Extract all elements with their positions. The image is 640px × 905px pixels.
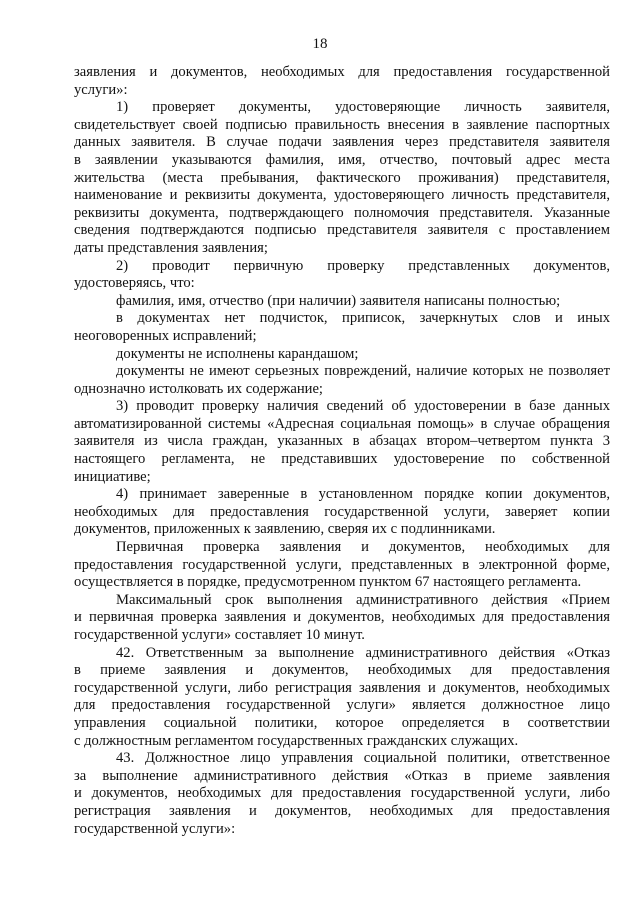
text-line: удостоверяясь, что: <box>74 275 195 292</box>
text-line: даты представления заявления; <box>74 239 268 256</box>
paragraph <box>74 486 610 539</box>
text-line: заявления и документов, необходимых для предоставления государственной <box>74 64 610 80</box>
text-line: необходимых для предоставления государственной услуги, заверяет копии <box>74 503 610 520</box>
text-line: заявителя из числа граждан, указанных в абзацах втором–четвертом пункта 3 <box>74 433 610 450</box>
text-line: жительства (места пребывания, фактического проживания) представителя, <box>74 169 610 186</box>
paragraph <box>74 64 610 99</box>
paragraph <box>74 398 610 486</box>
text-line: в заявлении указываются фамилия, имя, отчество, почтовый адрес места <box>74 151 610 168</box>
paragraph <box>74 346 610 364</box>
text-line: в документах нет подчисток, приписок, зачеркнутых слов и иных <box>116 310 610 327</box>
text-line: наименование и реквизиты документа, удостоверяющего личность представителя, <box>74 187 610 204</box>
text-line: и документов, необходимых для предоставления государственной услуги, либо <box>74 785 610 802</box>
text-line: реквизиты документа, подтверждающего полномочия представителя. Указанные <box>74 204 610 221</box>
text-line: 43. Должностное лицо управления социальной политики, ответственное <box>116 750 610 767</box>
text-line: Первичная проверка заявления и документов, необходимых для <box>116 539 610 556</box>
text-line: свидетельствует своей подписью правильность внесения в заявление паспортных <box>74 116 610 133</box>
text-line: однозначно истолковать их содержание; <box>74 380 323 397</box>
text-line: государственной услуги» составляет 10 минут. <box>74 627 365 643</box>
paragraph <box>74 99 610 257</box>
text-line: 3) проводит проверку наличия сведений об удостоверении в базе данных <box>116 398 610 415</box>
page-number: 18 <box>312 36 328 52</box>
paragraph <box>74 645 610 751</box>
text-line: управления социальной политики, которое определяется в соответствии <box>74 714 610 731</box>
document-body <box>74 64 610 838</box>
text-line: данных заявителя. В случае подачи заявления через представителя заявителя <box>74 134 610 151</box>
text-line: 4) принимает заверенные в установленном порядке копии документов, <box>116 486 610 503</box>
text-line: государственной услуги, либо регистрация заявления и документов, необходимых <box>74 679 610 696</box>
text-line: инициативе; <box>74 468 151 485</box>
text-line: 2) проводит первичную проверку представленных документов, <box>116 257 610 274</box>
text-line: за выполнение административного действия «Отказ в приеме заявления <box>74 767 610 784</box>
text-line: 42. Ответственным за выполнение административного действия «Отказ <box>116 644 610 661</box>
text-line: неоговоренных исправлений; <box>74 327 257 344</box>
text-line: регистрация заявления и документов, необходимых для предоставления <box>74 802 610 819</box>
text-line: документы не имеют серьезных повреждений, наличие которых не позволяет <box>116 363 610 380</box>
text-line: автоматизированной системы «Адресная социальная помощь» в случае обращения <box>74 415 610 432</box>
text-line: и первичная проверка заявления и документов, необходимых для предоставления <box>74 609 610 626</box>
text-line: осуществляется в порядке, предусмотренном пунктом 67 настоящего регламента. <box>74 574 582 591</box>
paragraph <box>74 539 610 592</box>
text-line: с должностным регламентом государственных гражданских служащих. <box>74 732 519 749</box>
paragraph <box>74 310 610 345</box>
text-line: услуги»: <box>74 81 128 98</box>
paragraph <box>74 363 610 398</box>
text-line: в приеме заявления и документов, необходимых для предоставления <box>74 662 610 679</box>
text-line: документы не исполнены карандашом; <box>116 345 359 362</box>
text-line: государственной услуги»: <box>74 820 236 837</box>
text-line: настоящего регламента, не представивших удостоверение по собственной <box>74 451 610 468</box>
text-line: для предоставления государственной услуги» является должностное лицо <box>74 697 610 714</box>
text-line: предоставления государственной услуги, представленных в электронной форме, <box>74 556 610 573</box>
paragraph <box>74 293 610 311</box>
text-line: сведения подтверждаются подписью представителя заявителя с проставлением <box>74 222 610 239</box>
paragraph <box>74 258 610 293</box>
text-line: фамилия, имя, отчество (при наличии) заявителя написаны полностью; <box>116 292 561 309</box>
text-line: 1) проверяет документы, удостоверяющие личность заявителя, <box>116 99 610 116</box>
paragraph <box>74 750 610 838</box>
paragraph <box>74 592 610 645</box>
text-line: документов, приложенных к заявлению, сверяя их с подлинниками. <box>74 521 496 538</box>
text-line: Максимальный срок выполнения административного действия «Прием <box>116 591 610 608</box>
